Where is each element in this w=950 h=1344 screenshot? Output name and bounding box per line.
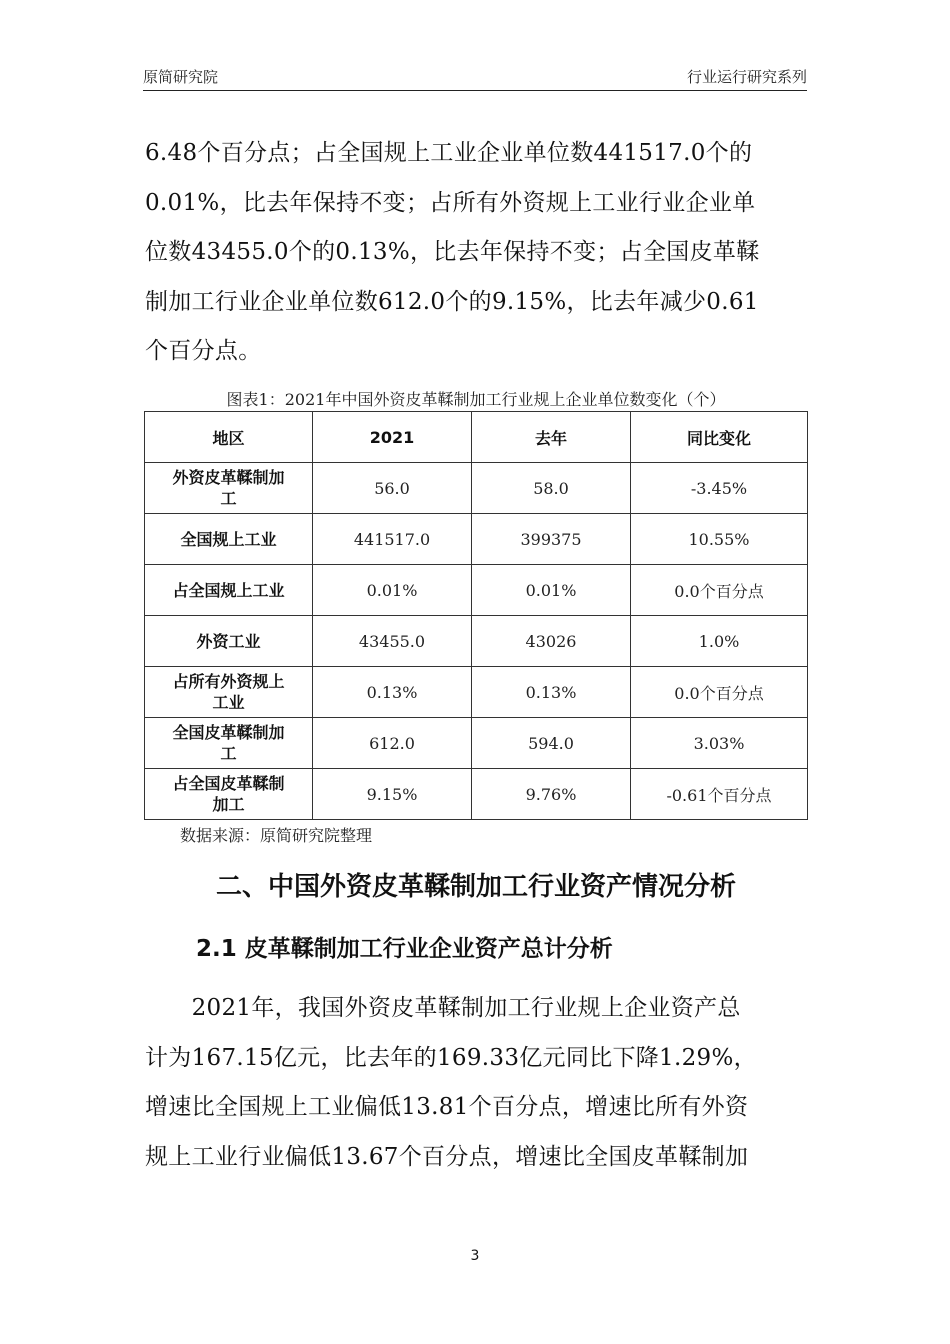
intro-line: 位数43455.0个的0.13%，比去年保持不变；占全国皮革鞣 (145, 239, 760, 265)
table-row (145, 718, 808, 769)
body-paragraph (145, 984, 810, 1182)
intro-line: 制加工行业企业单位数612.0个的9.15%，比去年减少0.61 (145, 288, 759, 315)
cell-change: -3.45% (631, 463, 808, 514)
cell-change: 0.0个百分点 (631, 667, 808, 718)
cell-last-year: 594.0 (472, 718, 631, 769)
intro-line: 个百分点。 (145, 338, 262, 364)
header-yoy-change: 同比变化 (631, 412, 808, 463)
section-heading: 二、中国外资皮革鞣制加工行业资产情况分析 (215, 872, 736, 902)
cell-change: 10.55% (631, 514, 808, 565)
row-label: 外资工业 (145, 616, 313, 667)
cell-2021: 56.0 (313, 463, 472, 514)
row-label: 全国皮革鞣制加 工 (145, 718, 313, 769)
row-label: 占全国规上工业 (145, 565, 313, 616)
body-line: 规上工业行业偏低13.67个百分点，增速比全国皮革鞣制加 (145, 1143, 749, 1170)
row-label: 占所有外资规上 工业 (145, 667, 313, 718)
row-label: 外资皮革鞣制加 工 (145, 463, 313, 514)
cell-2021: 441517.0 (313, 514, 472, 565)
table-row (145, 667, 808, 718)
cell-last-year: 58.0 (472, 463, 631, 514)
cell-2021: 0.13% (313, 667, 472, 718)
cell-2021: 612.0 (313, 718, 472, 769)
row-label: 占全国皮革鞣制 加工 (145, 769, 313, 820)
page-header (143, 64, 807, 91)
row-label: 全国规上工业 (145, 514, 313, 565)
table-caption: 图表1：2021年中国外资皮革鞣制加工行业规上企业单位数变化（个） (226, 390, 726, 409)
cell-change: 3.03% (631, 718, 808, 769)
page-number: 3 (470, 1248, 480, 1264)
cell-change: -0.61个百分点 (631, 769, 808, 820)
cell-last-year: 399375 (472, 514, 631, 565)
intro-line: 0.01%，比去年保持不变；占所有外资规上工业行业企业单 (145, 189, 756, 216)
cell-last-year: 0.01% (472, 565, 631, 616)
header-org-name: 原简研究院 (143, 68, 219, 86)
cell-change: 0.0个百分点 (631, 565, 808, 616)
table-row (145, 463, 808, 514)
header-2021: 2021 (313, 412, 472, 463)
table-row (145, 565, 808, 616)
intro-paragraph (145, 129, 810, 377)
intro-line: 6.48个百分点；占全国规上工业企业单位数441517.0个的 (145, 140, 753, 166)
table-row (145, 616, 808, 667)
cell-last-year: 0.13% (472, 667, 631, 718)
cell-2021: 43455.0 (313, 616, 472, 667)
cell-2021: 9.15% (313, 769, 472, 820)
cell-2021: 0.01% (313, 565, 472, 616)
body-line: 增速比全国规上工业偏低13.81个百分点，增速比所有外资 (145, 1094, 749, 1120)
header-last-year: 去年 (472, 412, 631, 463)
header-series-name: 行业运行研究系列 (686, 68, 807, 86)
table-header-row (145, 412, 808, 463)
body-line: 计为167.15亿元，比去年的169.33亿元同比下降1.29%， (145, 1044, 757, 1071)
subsection-heading: 2.1 皮革鞣制加工行业企业资产总计分析 (196, 936, 613, 962)
body-line: 2021年，我国外资皮革鞣制加工行业规上企业资产总 (145, 995, 741, 1021)
table-row (145, 769, 808, 820)
table-source-note: 数据来源：原简研究院整理 (180, 826, 373, 845)
cell-last-year: 43026 (472, 616, 631, 667)
enterprise-count-table (144, 411, 808, 820)
cell-change: 1.0% (631, 616, 808, 667)
cell-last-year: 9.76% (472, 769, 631, 820)
table-row (145, 514, 808, 565)
header-region: 地区 (145, 412, 313, 463)
